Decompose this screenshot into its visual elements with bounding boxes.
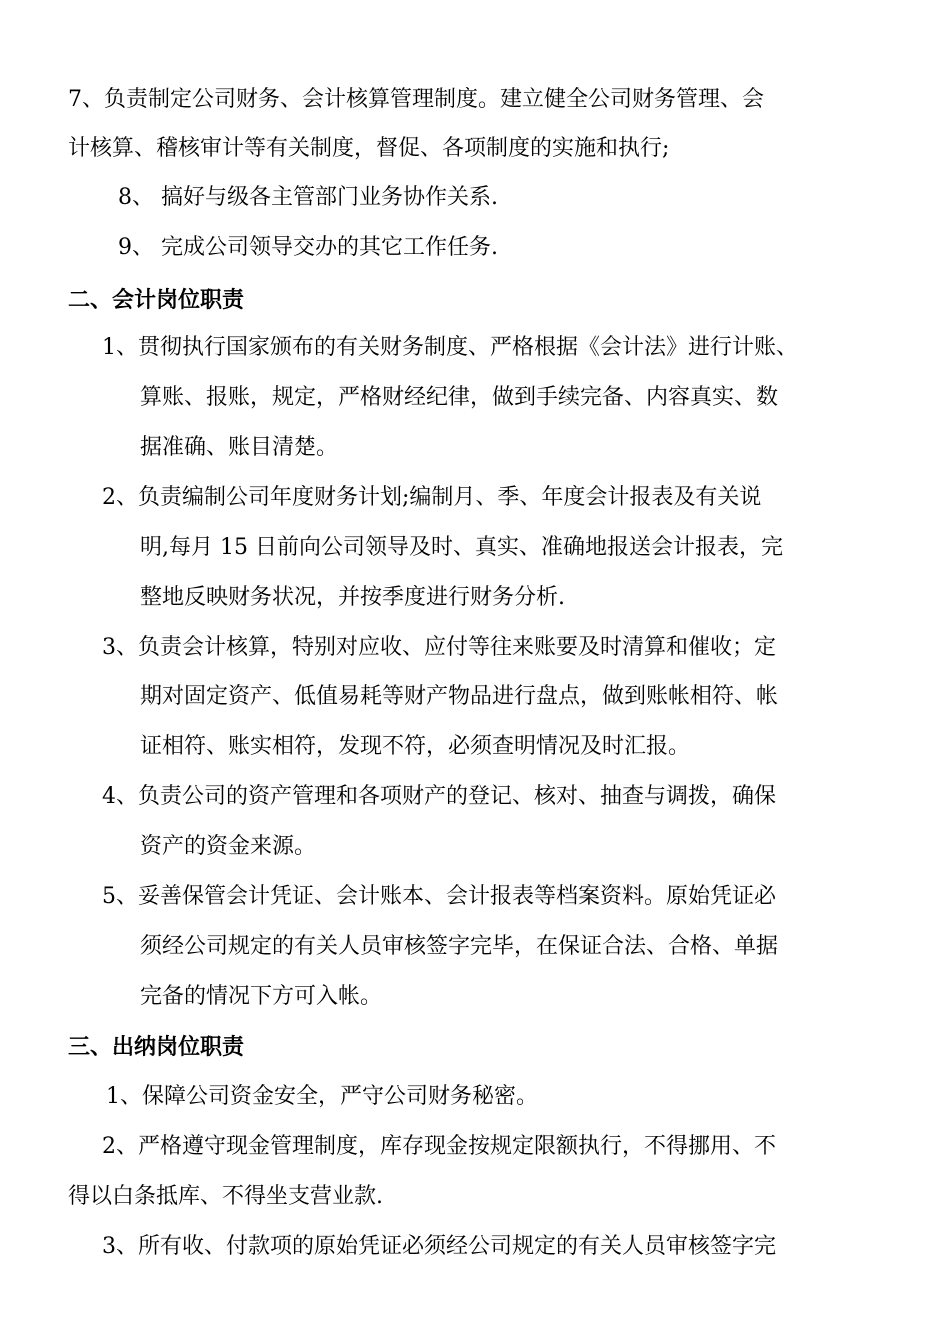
section-heading: 二、会计岗位职责	[68, 287, 245, 313]
text-line: 得以白条抵库、不得坐支营业款.	[68, 1184, 383, 1209]
text-line: 整地反映财务状况，并按季度进行财务分析.	[140, 585, 565, 610]
text-line: 期对固定资产、低值易耗等财产物品进行盘点，做到账帐相符、帐	[140, 684, 779, 709]
text-line: 1、贯彻执行国家颁布的有关财务制度、严格根据《会计法》进行计账、	[102, 335, 798, 360]
text-line: 计核算、稽核审计等有关制度，督促、各项制度的实施和执行;	[68, 136, 670, 161]
text-line: 据准确、账目清楚。	[140, 435, 339, 460]
text-line: 5、妥善保管会计凭证、会计账本、会计报表等档案资料。原始凭证必	[102, 884, 776, 909]
text-line: 3、负责会计核算，特别对应收、应付等往来账要及时清算和催收；定	[102, 635, 776, 660]
text-line: 资产的资金来源。	[140, 834, 317, 859]
text-line: 须经公司规定的有关人员审核签字完毕，在保证合法、合格、单据	[140, 934, 779, 959]
text-line: 1、保障公司资金安全，严守公司财务秘密。	[106, 1084, 538, 1109]
text-line: 8、 搞好与级各主管部门业务协作关系.	[118, 185, 498, 210]
text-line: 证相符、账实相符，发现不符，必须查明情况及时汇报。	[140, 734, 691, 759]
section-heading: 三、出纳岗位职责	[68, 1034, 245, 1060]
text-line: 7、负责制定公司财务、会计核算管理制度。建立健全公司财务管理、会	[68, 87, 764, 112]
text-line: 3、所有收、付款项的原始凭证必须经公司规定的有关人员审核签字完	[102, 1234, 776, 1259]
text-line: 完备的情况下方可入帐。	[140, 984, 383, 1009]
text-line: 4、负责公司的资产管理和各项财产的登记、核对、抽查与调拨，确保	[102, 784, 776, 809]
text-line: 2、严格遵守现金管理制度，库存现金按规定限额执行，不得挪用、不	[102, 1134, 776, 1159]
text-line: 算账、报账，规定，严格财经纪律，做到手续完备、内容真实、数	[140, 385, 779, 410]
text-line: 2、负责编制公司年度财务计划;编制月、季、年度会计报表及有关说	[102, 485, 762, 510]
text-line: 明,每月 15 日前向公司领导及时、真实、准确地报送会计报表，完	[140, 535, 783, 560]
text-line: 9、 完成公司领导交办的其它工作任务.	[118, 235, 498, 260]
